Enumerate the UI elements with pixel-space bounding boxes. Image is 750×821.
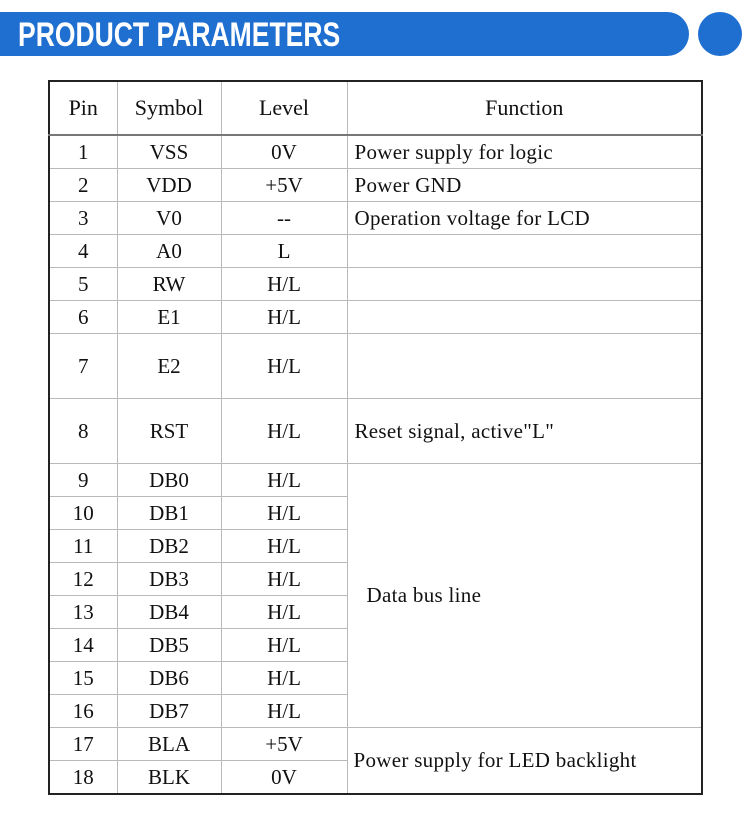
pin-cell: 3 (49, 202, 117, 235)
level-cell: 0V (221, 761, 347, 795)
function-cell (347, 268, 702, 301)
level-cell: H/L (221, 268, 347, 301)
function-cell (347, 334, 702, 399)
table-row (49, 268, 702, 301)
table-row (49, 169, 702, 202)
level-cell: H/L (221, 563, 347, 596)
section-banner (0, 12, 689, 56)
function-cell (347, 301, 702, 334)
table-row (49, 399, 702, 464)
symbol-cell: DB4 (117, 596, 221, 629)
pin-cell: 11 (49, 530, 117, 563)
symbol-cell: V0 (117, 202, 221, 235)
led-function-cell: Power supply for LED backlight (347, 728, 702, 795)
pin-cell: 5 (49, 268, 117, 301)
level-cell: H/L (221, 399, 347, 464)
level-cell: H/L (221, 464, 347, 497)
table-row (49, 728, 702, 761)
pin-cell: 18 (49, 761, 117, 795)
symbol-cell: E2 (117, 334, 221, 399)
symbol-cell: E1 (117, 301, 221, 334)
pin-cell: 15 (49, 662, 117, 695)
pin-cell: 7 (49, 334, 117, 399)
symbol-cell: VDD (117, 169, 221, 202)
data-bus-function-cell: Data bus line (347, 464, 702, 728)
banner-title: PRODUCT PARAMETERS (18, 16, 341, 54)
function-cell: Power GND (347, 169, 702, 202)
pin-cell: 12 (49, 563, 117, 596)
symbol-cell: A0 (117, 235, 221, 268)
pin-cell: 9 (49, 464, 117, 497)
symbol-cell: RST (117, 399, 221, 464)
pin-cell: 1 (49, 135, 117, 169)
header-function: Function (347, 81, 702, 135)
level-cell: +5V (221, 169, 347, 202)
function-cell: Operation voltage for LCD (347, 202, 702, 235)
level-cell: H/L (221, 596, 347, 629)
pin-cell: 6 (49, 301, 117, 334)
table-row (49, 135, 702, 169)
pin-cell: 14 (49, 629, 117, 662)
header-pin: Pin (49, 81, 117, 135)
function-cell: Reset signal, active"L" (347, 399, 702, 464)
pin-cell: 13 (49, 596, 117, 629)
table-header-row (49, 81, 702, 135)
table-row (49, 235, 702, 268)
table-row (49, 202, 702, 235)
symbol-cell: DB2 (117, 530, 221, 563)
level-cell: H/L (221, 497, 347, 530)
pin-cell: 16 (49, 695, 117, 728)
pin-cell: 2 (49, 169, 117, 202)
level-cell: H/L (221, 530, 347, 563)
symbol-cell: DB5 (117, 629, 221, 662)
level-cell: H/L (221, 695, 347, 728)
banner-dot (698, 12, 742, 56)
level-cell: 0V (221, 135, 347, 169)
function-cell (347, 235, 702, 268)
table-row (49, 464, 702, 497)
symbol-cell: DB7 (117, 695, 221, 728)
symbol-cell: BLA (117, 728, 221, 761)
parameters-table (48, 80, 703, 795)
symbol-cell: DB1 (117, 497, 221, 530)
pin-cell: 4 (49, 235, 117, 268)
symbol-cell: BLK (117, 761, 221, 795)
level-cell: H/L (221, 301, 347, 334)
table-row (49, 334, 702, 399)
pin-cell: 17 (49, 728, 117, 761)
table-row (49, 301, 702, 334)
symbol-cell: DB6 (117, 662, 221, 695)
symbol-cell: VSS (117, 135, 221, 169)
level-cell: H/L (221, 662, 347, 695)
symbol-cell: DB3 (117, 563, 221, 596)
header-symbol: Symbol (117, 81, 221, 135)
pin-cell: 10 (49, 497, 117, 530)
level-cell: H/L (221, 334, 347, 399)
symbol-cell: RW (117, 268, 221, 301)
header-level: Level (221, 81, 347, 135)
level-cell: -- (221, 202, 347, 235)
pin-cell: 8 (49, 399, 117, 464)
symbol-cell: DB0 (117, 464, 221, 497)
level-cell: L (221, 235, 347, 268)
level-cell: +5V (221, 728, 347, 761)
function-cell: Power supply for logic (347, 135, 702, 169)
level-cell: H/L (221, 629, 347, 662)
